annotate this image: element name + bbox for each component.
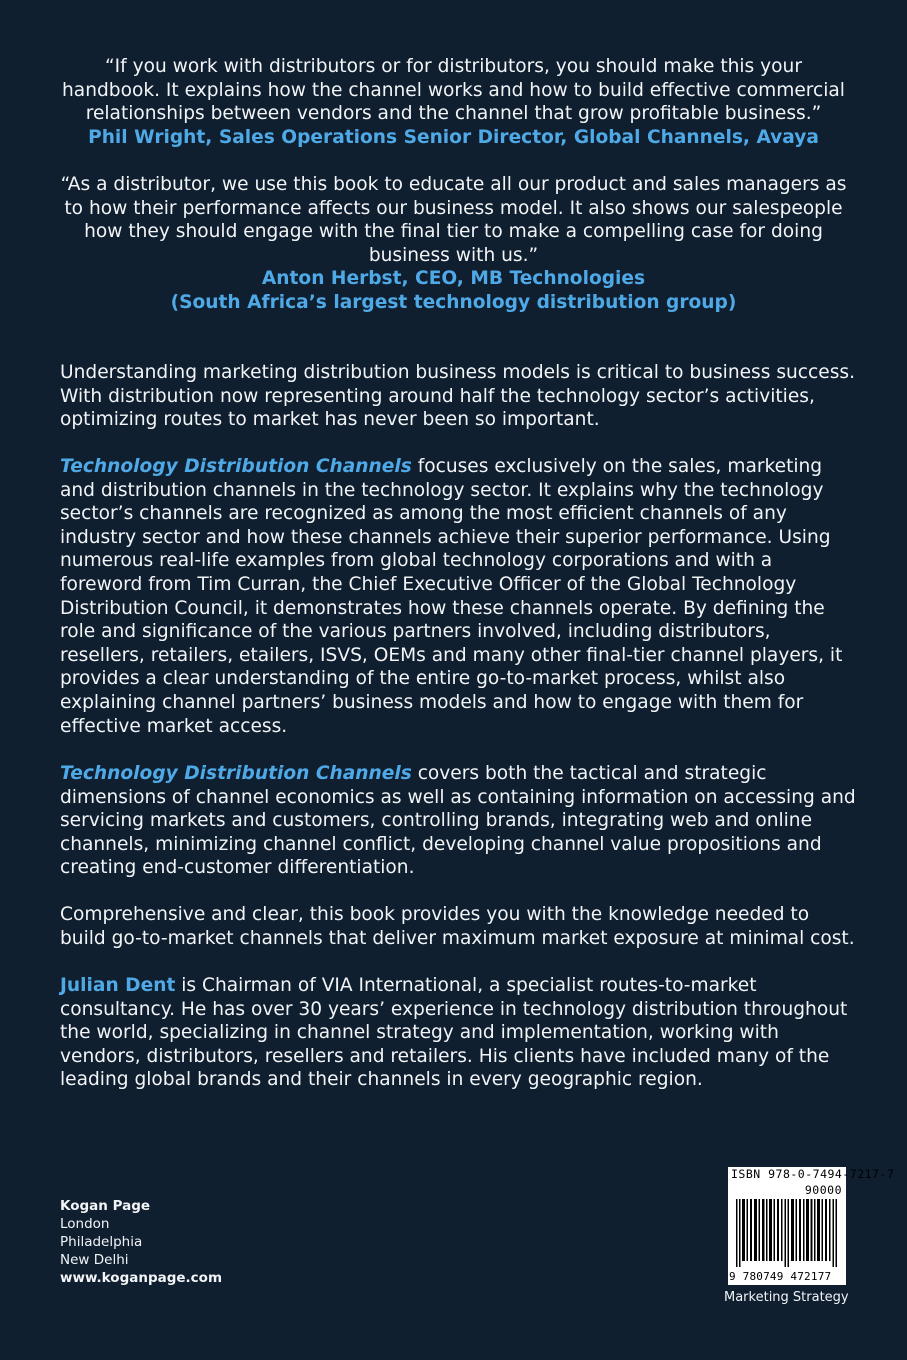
book-title: Technology Distribution Channels bbox=[60, 456, 412, 477]
paragraph-coverage-text: covers both the tactical and strategic dimensions of channel economics as well as containing information on accessing and servicing markets and customers, controlling brands, integrating web and online channels, minimizing channel conflict, developing channel value propositions and creating end-customer differentiation. bbox=[60, 763, 856, 879]
book-title: Technology Distribution Channels bbox=[60, 763, 412, 784]
author-bio bbox=[60, 974, 860, 1092]
publisher-name: Kogan Page bbox=[60, 1198, 151, 1214]
isbn-number: ISBN 978-0-7494-7217-7 bbox=[731, 1167, 895, 1181]
isbn-barcode bbox=[728, 1167, 895, 1285]
paragraph-summary: Comprehensive and clear, this book provides you with the knowledge needed to build go-to-market channels that deliver maximum market exposure at minimal cost. bbox=[60, 904, 855, 949]
paragraph-description bbox=[60, 455, 860, 738]
publisher-block bbox=[60, 1197, 222, 1287]
book-category: Marketing Strategy bbox=[724, 1290, 849, 1305]
publisher-city: New Delhi bbox=[60, 1252, 129, 1268]
quote-2-text: “As a distributor, we use this book to educate all our product and sales managers as to how their performance affects our business model. It also shows our salespeople how they should engage with the final tier to make a compelling case for doing business with us.” bbox=[60, 174, 847, 266]
price-code: 90000 bbox=[804, 1183, 842, 1197]
author-name: Julian Dent bbox=[60, 975, 176, 996]
author-bio-text: is Chairman of VIA International, a specialist routes-to-market consultancy. He has over 30 years’ experience in technology distribution throughout the world, specializing in channel strategy and implementation, working with vendors, distributors, resellers and retailers. His clients have included many of the leading global brands and their channels in every geographic region. bbox=[60, 975, 848, 1091]
quote-1 bbox=[60, 55, 847, 149]
paragraph-coverage bbox=[60, 762, 860, 880]
quote-2-attribution-line2: (South Africa’s largest technology distribution group) bbox=[170, 291, 737, 313]
paragraph-description-text: focuses exclusively on the sales, marketing and distribution channels in the technology sector. It explains why the technology sector’s channels are recognized as among the most efficient channels of any industry sector and how these channels achieve their superior performance. Using numerous real-life examples from global technology corporations and with a foreword from Tim Curran, the Chief Executive Officer of the Global Technology Distribution Council, it demonstrates how these channels operate. By defining the role and significance of the various partners involved, including distributors, resellers, retailers, etailers, ISVS, OEMs and many other final-tier channel players, it provides a clear understanding of the entire go-to-market process, whilst also explaining channel partners’ business models and how to engage with them for effective market access. bbox=[60, 456, 843, 737]
publisher-city: London bbox=[60, 1216, 110, 1232]
publisher-website: www.koganpage.com bbox=[60, 1270, 223, 1286]
publisher-city: Philadelphia bbox=[60, 1234, 143, 1250]
quote-2 bbox=[60, 173, 847, 315]
barcode-bars-icon bbox=[736, 1199, 838, 1267]
quote-2-attribution-line1: Anton Herbst, CEO, MB Technologies bbox=[261, 268, 646, 290]
quote-1-text: “If you work with distributors or for distributors, you should make this your handbook. It explains how the channel works and how to build effective commercial relationships between vendors and the channel that grow profitable business.” bbox=[62, 56, 845, 125]
ean-number: 9 780749 472177 bbox=[729, 1270, 832, 1283]
paragraph-intro: Understanding marketing distribution business models is critical to business success. With distribution now representing around half the technology sector’s activities, optimizing routes to market has never been so important. bbox=[60, 362, 855, 431]
quote-1-attribution: Phil Wright, Sales Operations Senior Director, Global Channels, Avaya bbox=[88, 126, 819, 148]
